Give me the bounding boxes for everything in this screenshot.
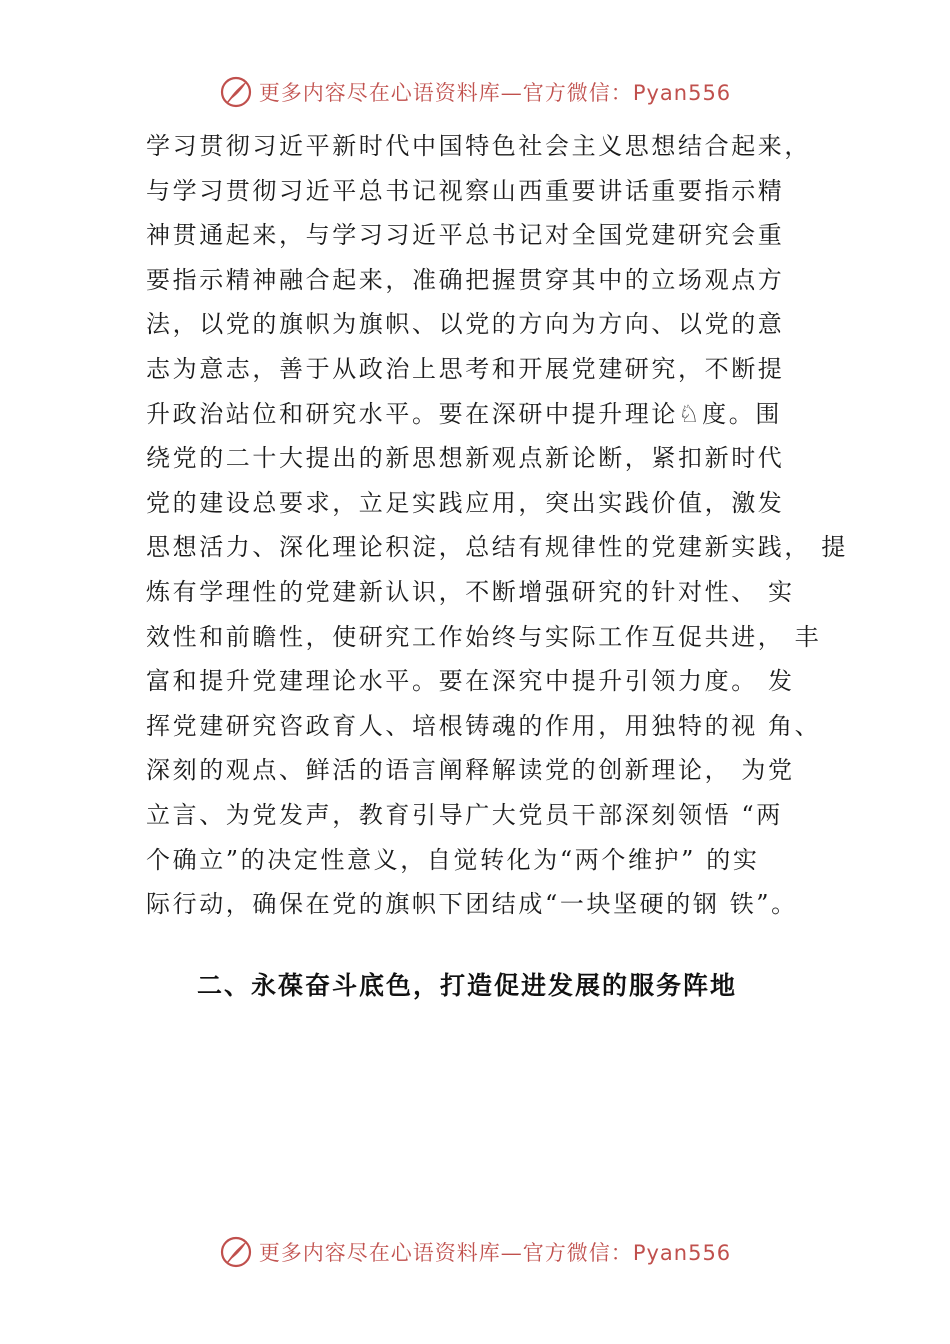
paragraph-line: 富和提升党建理论水平。要在深究中提升引领力度。 发: [146, 667, 795, 696]
watermark-wechat-id: Pyan556: [632, 81, 732, 105]
paragraph-line: 立言、为党发声，教育引导广大党员干部深刻领悟 “两: [146, 800, 783, 829]
paragraph-line: 个确立”的决定性意义，自觉转化为“两个维护” 的实: [146, 845, 760, 874]
paragraph-line: 思想活力、深化理论积淀，总结有规律性的党建新实践， 提: [146, 533, 848, 562]
paragraph-line: 与学习贯彻习近平总书记视察山西重要讲话重要指示精: [146, 176, 785, 205]
footer-watermark: [0, 1232, 950, 1272]
watermark-text: [259, 1237, 731, 1267]
section-heading: 二、永葆奋斗底色，打造促进发展的服务阵地: [197, 971, 738, 1000]
paragraph-line: 效性和前瞻性，使研究工作始终与实际工作互促共进， 丰: [146, 622, 822, 651]
feather-logo-icon: [219, 75, 253, 109]
paragraph-line: 神贯通起来，与学习习近平总书记对全国党建研究会重: [146, 221, 785, 250]
paragraph-line: 升政治站位和研究水平。要在深研中提升理论♘度。围: [146, 399, 782, 428]
paragraph-line: 挥党建研究咨政育人、培根铸魂的作用，用独特的视 角、: [146, 711, 822, 740]
paragraph-line: 要指示精神融合起来，准确把握贯穿其中的立场观点方: [146, 265, 785, 294]
paragraph-line: 炼有学理性的党建新认识，不断增强研究的针对性、 实: [146, 577, 795, 606]
header-watermark: [0, 72, 950, 112]
paragraph-line: 学习贯彻习近平新时代中国特色社会主义思想结合起来，: [146, 132, 811, 160]
watermark-text-cn: 更多内容尽在心语资料库—官方微信：: [258, 1241, 633, 1265]
paragraph-line: 志为意志，善于从政治上思考和开展党建研究，不断提: [146, 354, 785, 383]
body-paragraph: [146, 124, 846, 927]
watermark-wechat-id: Pyan556: [632, 1241, 732, 1265]
feather-logo-icon: [219, 1235, 253, 1269]
paragraph-line: 绕党的二十大提出的新思想新观点新论断，紧扣新时代: [146, 444, 785, 473]
paragraph-line: 党的建设总要求，立足实践应用，突出实践价值，激发: [146, 488, 785, 517]
watermark-text-cn: 更多内容尽在心语资料库—官方微信：: [258, 81, 633, 105]
paragraph-line: 际行动，确保在党的旗帜下团结成“一块坚硬的钢 铁”。: [146, 890, 798, 919]
paragraph-line: 深刻的观点、鲜活的语言阐释解读党的创新理论， 为党: [146, 756, 795, 785]
watermark-text: [259, 77, 731, 107]
paragraph-line: 法，以党的旗帜为旗帜、以党的方向为方向、以党的意: [146, 310, 785, 339]
